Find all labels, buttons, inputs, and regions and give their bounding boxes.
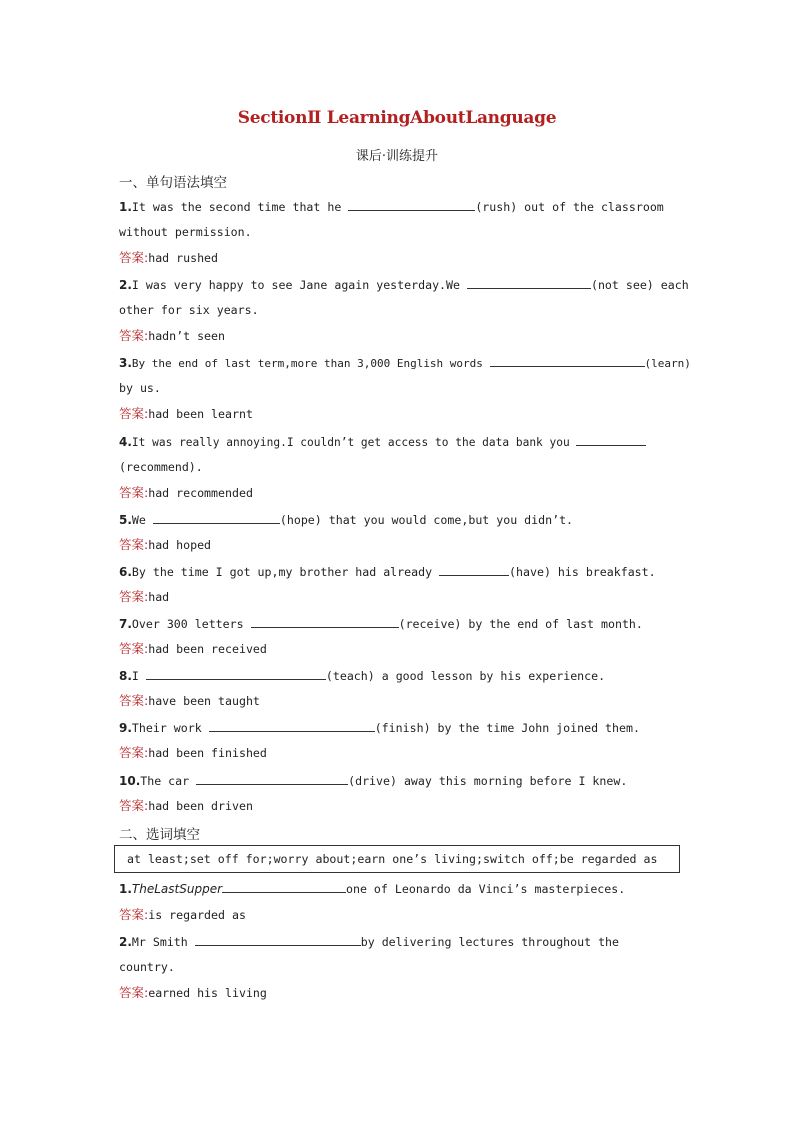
section-heading-grammar: 一、单句语法填空 <box>119 175 227 191</box>
answer-blank[interactable] <box>467 276 591 289</box>
answer-blank[interactable] <box>195 933 361 946</box>
answer-blank[interactable] <box>222 880 346 893</box>
answer-blank[interactable] <box>576 433 646 446</box>
answer-5: 答案:had hoped <box>119 537 212 552</box>
question-4-line2: (recommend). <box>119 460 203 474</box>
question-2: 2.I was very happy to see Jane again yesterday.We (not see) each <box>119 278 689 292</box>
question-8: 8.I (teach) a good lesson by his experience. <box>119 669 606 683</box>
question-s2-2-line2: country. <box>119 960 175 974</box>
question-3-line2: by us. <box>119 381 161 395</box>
answer-blank[interactable] <box>348 198 475 211</box>
question-1-line2: without permission. <box>119 225 252 239</box>
question-4: 4.It was really annoying.I couldn’t get access to the data bank you <box>119 433 679 451</box>
question-2-line2: other for six years. <box>119 303 259 317</box>
question-3: 3.By the end of last term,more than 3,000 English words (learn) <box>119 356 691 370</box>
question-s2-2: 2.Mr Smith by delivering lectures throughout the <box>119 935 620 949</box>
answer-blank[interactable] <box>146 667 326 680</box>
answer-10: 答案:had been driven <box>119 798 253 813</box>
page-title: SectionⅡ LearningAboutLanguage <box>237 108 557 128</box>
answer-blank[interactable] <box>209 719 375 732</box>
question-7: 7.Over 300 letters (receive) by the end of last month. <box>119 617 643 631</box>
answer-2: 答案:hadn’t seen <box>119 328 225 343</box>
question-9: 9.Their work (finish) by the time John joined them. <box>119 721 640 735</box>
answer-9: 答案:had been finished <box>119 745 267 760</box>
question-10: 10.The car (drive) away this morning before I knew. <box>119 774 628 788</box>
question-s2-1: 1.TheLastSupper one of Leonardo da Vinci’s masterpieces. <box>119 882 626 896</box>
answer-8: 答案:have been taught <box>119 693 260 708</box>
word-bank-box: at least;set off for;worry about;earn one’s living;switch off;be regarded as <box>114 845 680 873</box>
answer-3: 答案:had been learnt <box>119 406 253 421</box>
answer-s2-1: 答案:is regarded as <box>119 907 246 922</box>
answer-1: 答案:had rushed <box>119 250 219 265</box>
answer-blank[interactable] <box>153 511 280 524</box>
section-heading-word-choice: 二、选词填空 <box>119 827 200 843</box>
answer-4: 答案:had recommended <box>119 485 253 500</box>
answer-blank[interactable] <box>251 615 399 628</box>
page-subtitle: 课后·训练提升 <box>355 149 439 164</box>
answer-blank[interactable] <box>439 563 509 576</box>
answer-6: 答案:had <box>119 589 170 604</box>
answer-blank[interactable] <box>196 772 348 785</box>
answer-7: 答案:had been received <box>119 641 267 656</box>
answer-blank[interactable] <box>490 354 645 367</box>
question-5: 5.We (hope) that you would come,but you didn’t. <box>119 513 574 527</box>
question-6: 6.By the time I got up,my brother had already (have) his breakfast. <box>119 565 656 579</box>
question-1: 1.It was the second time that he (rush) out of the classroom <box>119 200 664 214</box>
answer-s2-2: 答案:earned his living <box>119 985 267 1000</box>
